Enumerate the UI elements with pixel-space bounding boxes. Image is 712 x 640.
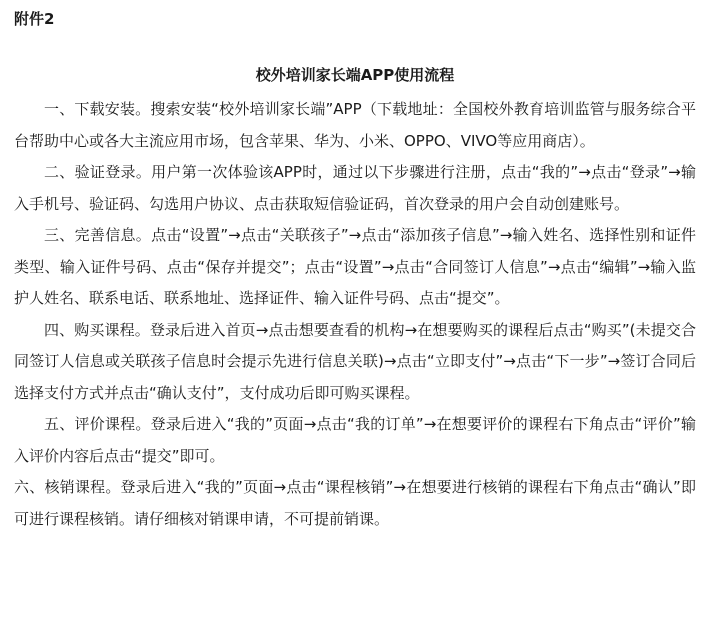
section-download-install: 一、下载安装。搜索安装“校外培训家长端”APP（下载地址：全国校外教育培训监管与服务综合平台帮助中心或各大主流应用市场，包含苹果、华为、小米、OPPO、VIVO等应用商店）。	[14, 100, 696, 150]
document-title: 校外培训家长端APP使用流程	[255, 66, 455, 84]
section-purchase-course: 四、购买课程。登录后进入首页→点击想要查看的机构→在想要购买的课程后点击“购买”(未提交合同签订人信息或关联孩子信息时会提示先进行信息关联)→点击“立即支付”→点击“下一步”→签订合同后选择支付方式并点击“确认支付”，支付成功后即可购买课程。	[14, 320, 696, 402]
attachment-label: 附件2	[14, 10, 55, 28]
section-verify-login: 二、验证登录。用户第一次体验该APP时，通过以下步骤进行注册，点击“我的”→点击“登录”→输入手机号、验证码、勾选用户协议、点击获取短信验证码，首次登录的用户会自动创建账号。	[14, 163, 696, 213]
section-review-course: 五、评价课程。登录后进入“我的”页面→点击“我的订单”→在想要评价的课程右下角点击“评价”输入评价内容后点击“提交”即可。	[14, 415, 696, 465]
section-complete-info: 三、完善信息。点击“设置”→点击“关联孩子”→点击“添加孩子信息”→输入姓名、选择性别和证件类型、输入证件号码、点击“保存并提交”；点击“设置”→点击“合同签订人信息”→点击“编辑”→输入监护人姓名、联系电话、联系地址、选择证件、输入证件号码、点击“提交”。	[14, 226, 696, 307]
section-redeem-course: 六、核销课程。登录后进入“我的”页面→点击“课程核销”→在想要进行核销的课程右下角点击“确认”即可进行课程核销。请仔细核对销课申请，不可提前销课。	[14, 478, 696, 528]
